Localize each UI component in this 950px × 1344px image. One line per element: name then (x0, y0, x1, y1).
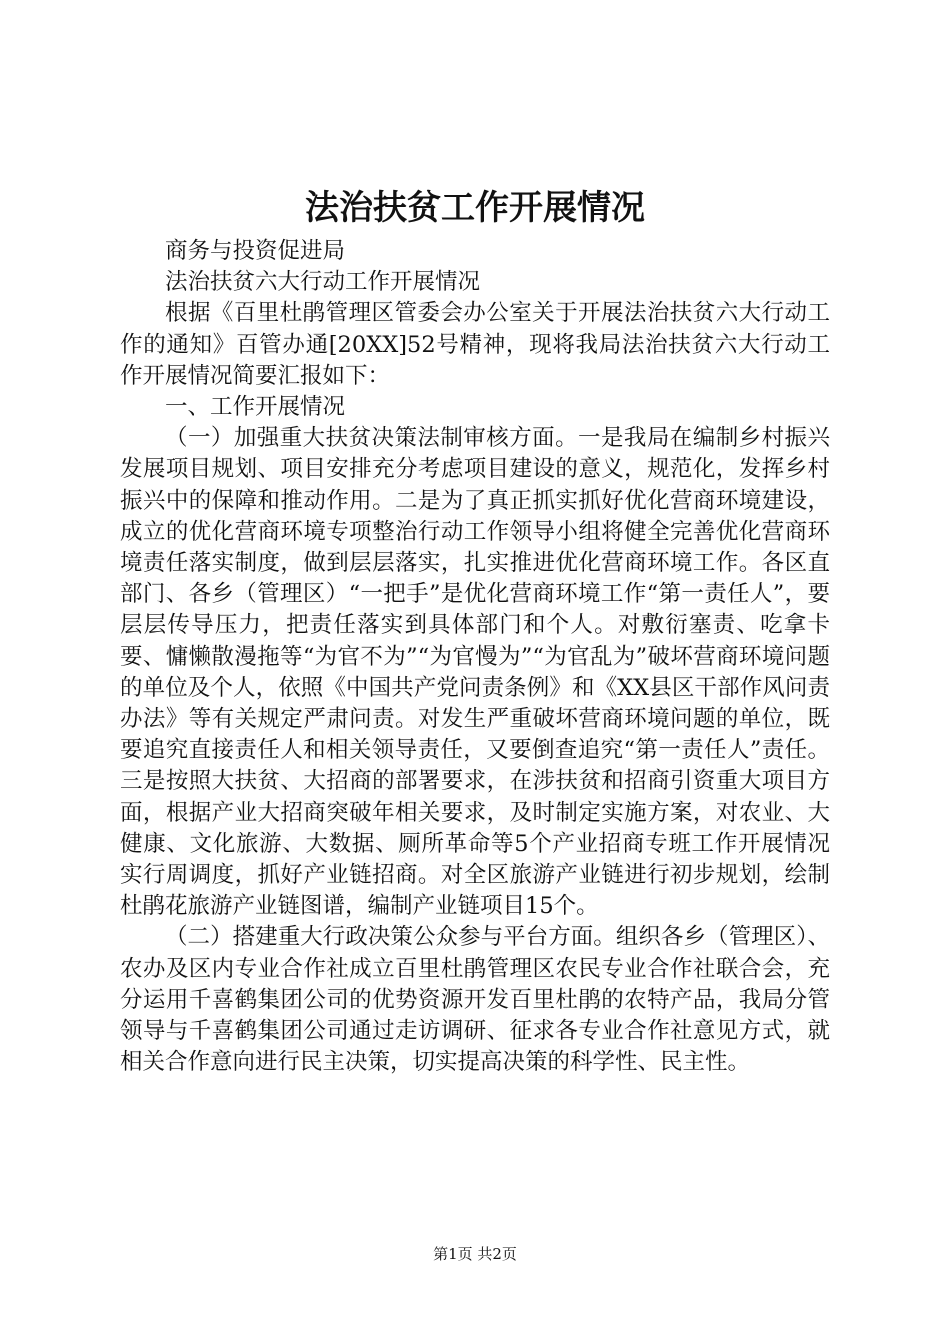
paragraph-subtitle: 法治扶贫六大行动工作开展情况 (165, 269, 481, 296)
paragraph-department: 商务与投资促进局 (165, 238, 346, 264)
section-heading-1: 一、工作开展情况 (165, 394, 346, 421)
document-body (120, 236, 830, 1078)
page-footer: 第1页 共2页 (433, 1245, 517, 1263)
paragraph-item-1: （一）加强重大扶贫决策法制审核方面。一是我局在编制乡村振兴发展项目规划、项目安排充分考虑项目建设的意义，规范化，发挥乡村振兴中的保障和推动作用。二是为了真正抓实抓好优化营商环境建设，成立的优化营商环境专项整治行动工作领导小组将健全完善优化营商环境责任落实制度，做到层层落实，扎实推进优化营商环境工作。各区直部门、各乡（管理区）“一把手”是优化营商环境工作“第一责任人”，要层层传导压力，把责任落实到具体部门和个人。对敷衍塞责、吃拿卡要、慵懒散漫拖等“为官不为”“为官慢为”“为官乱为”破坏营商环境问题的单位及个人，依照《中国共产党问责条例》和《XX县区干部作风问责办法》等有关规定严肃问责。对发生严重破坏营商环境问题的单位，既要追究直接责任人和相关领导责任，又要倒查追究“第一责任人”责任。三是按照大扶贫、大招商的部署要求，在涉扶贫和招商引资重大项目方面，根据产业大招商突破年相关要求，及时制定实施方案，对农业、大健康、文化旅游、大数据、厕所革命等5个产业招商专班工作开展情况实行周调度，抓好产业链招商。对全区旅游产业链进行初步规划，绘制杜鹃花旅游产业链图谱，编制产业链项目15个。 (120, 425, 830, 920)
document-title: 法治扶贫工作开展情况 (305, 188, 645, 228)
paragraph-item-2: （二）搭建重大行政决策公众参与平台方面。组织各乡（管理区）、农办及区内专业合作社成立百里杜鹃管理区农民专业合作社联合会，充分运用千喜鹤集团公司的优势资源开发百里杜鹃的农特产品，我局分管领导与千喜鹤集团公司通过走访调研、征求各专业合作社意见方式，就相关合作意向进行民主决策，切实提高决策的科学性、民主性。 (120, 924, 830, 1076)
paragraph-intro: 根据《百里杜鹃管理区管委会办公室关于开展法治扶贫六大行动工作的通知》百管办通[20XX]52号精神，现将我局法治扶贫六大行动工作开展情况简要汇报如下： (120, 300, 830, 389)
